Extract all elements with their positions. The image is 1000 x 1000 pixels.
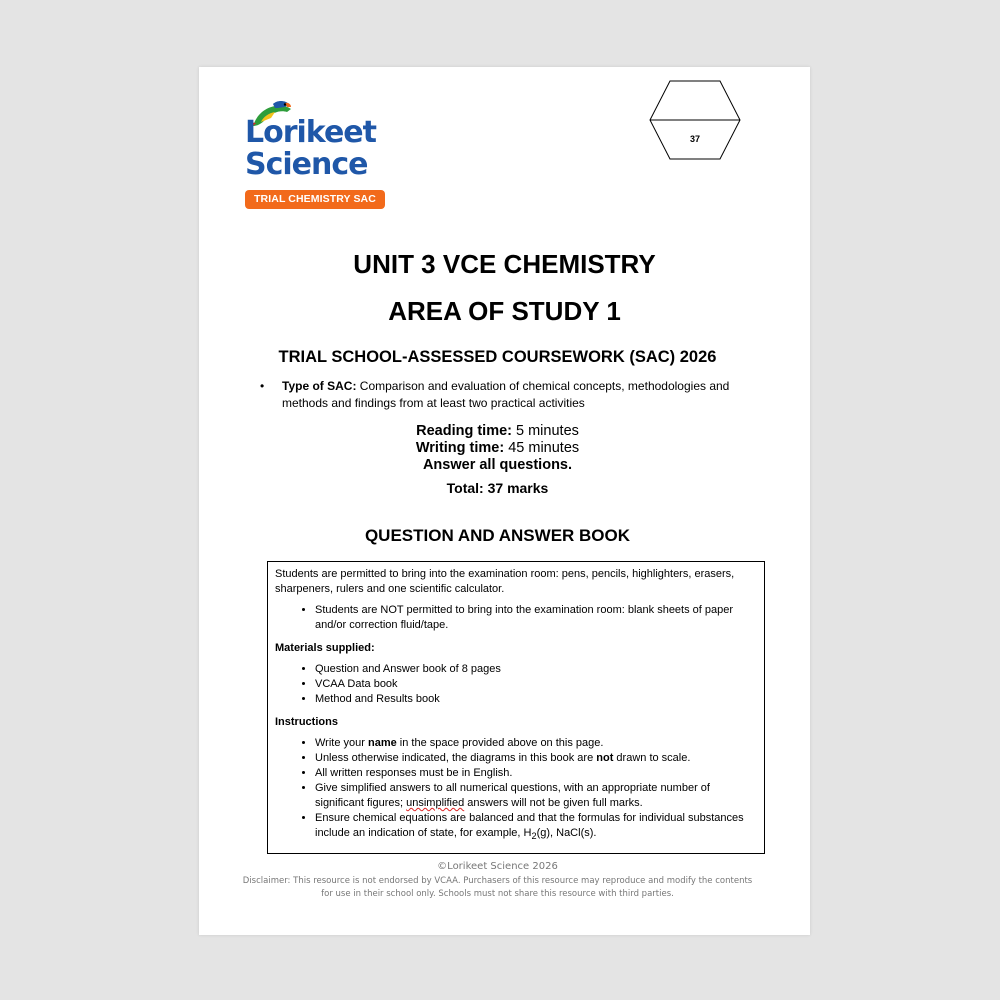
document-subtitle: TRIAL SCHOOL-ASSESSED COURSEWORK (SAC) 2026 [278, 348, 717, 366]
instructions-list [275, 736, 757, 844]
document-page [199, 67, 810, 935]
marks-hexagon-icon [648, 80, 742, 160]
answer-all-note: Answer all questions. [422, 457, 573, 473]
sac-type-bullet [260, 378, 753, 412]
disclaimer-text: Disclaimer: This resource is not endorsed by VCAA. Purchasers of this resource may reproduce and modify the contents for use in their school only. Schools must not share this resource with third parties. [242, 876, 753, 899]
time-info [199, 423, 796, 474]
list-item: • Students are NOT permitted to bring into the examination room: blank sheets of paper and/or correction fluid/tape. [315, 603, 757, 633]
logo-word-lorikeet: Lorikeet [245, 115, 376, 150]
copyright-text: ©Lorikeet Science 2026 [437, 861, 558, 872]
list-item: • Write your name in the space provided above on this page. [315, 736, 757, 751]
bullet-dot: • [260, 379, 265, 393]
permitted-text: Students are permitted to bring into the examination room: pens, pencils, highlighters, erasers, sharpeners, rulers and one scientific calculator. [275, 568, 735, 595]
writing-time: Writing time: 45 minutes [415, 440, 580, 456]
instructions-heading: Instructions [275, 716, 338, 728]
not-permitted-list [275, 603, 757, 633]
list-item: • VCAA Data book [315, 677, 757, 692]
list-item: • Ensure chemical equations are balanced and that the formulas for individual substances include an indication of state, for example, $H_2(g)$, NaCl(s). [315, 811, 757, 844]
sac-type-text: Comparison and evaluation of chemical concepts, methodologies and methods and findings from at least two practical activities [282, 379, 730, 410]
logo-badge: TRIAL CHEMISTRY SAC [245, 190, 385, 209]
spellcheck-word: unsimplified [406, 797, 465, 809]
area-of-study-title: AREA OF STUDY 1 [388, 296, 621, 326]
sac-type-label: Type of SAC: [282, 379, 357, 393]
materials-list [275, 662, 757, 707]
logo-word-science: Science [245, 147, 368, 182]
list-item: • Question and Answer book of 8 pages [315, 662, 757, 677]
document-title: UNIT 3 VCE CHEMISTRY [353, 249, 656, 279]
list-item: • All written responses must be in English. [315, 766, 757, 781]
list-item: • Unless otherwise indicated, the diagrams in this book are not drawn to scale. [315, 751, 757, 766]
book-title: QUESTION AND ANSWER BOOK [364, 526, 631, 545]
total-marks: Total: 37 marks [446, 480, 549, 496]
list-item: • Give simplified answers to all numerical questions, with an appropriate number of significant figures; unsimplified answers will not be given full marks. [315, 781, 757, 811]
list-item: • Method and Results book [315, 692, 757, 707]
materials-heading: Materials supplied: [275, 642, 375, 654]
instructions-box [267, 561, 765, 854]
reading-time: Reading time: 5 minutes [416, 423, 579, 439]
total-marks-value: 37 [689, 134, 700, 144]
lorikeet-science-logo [245, 100, 390, 212]
